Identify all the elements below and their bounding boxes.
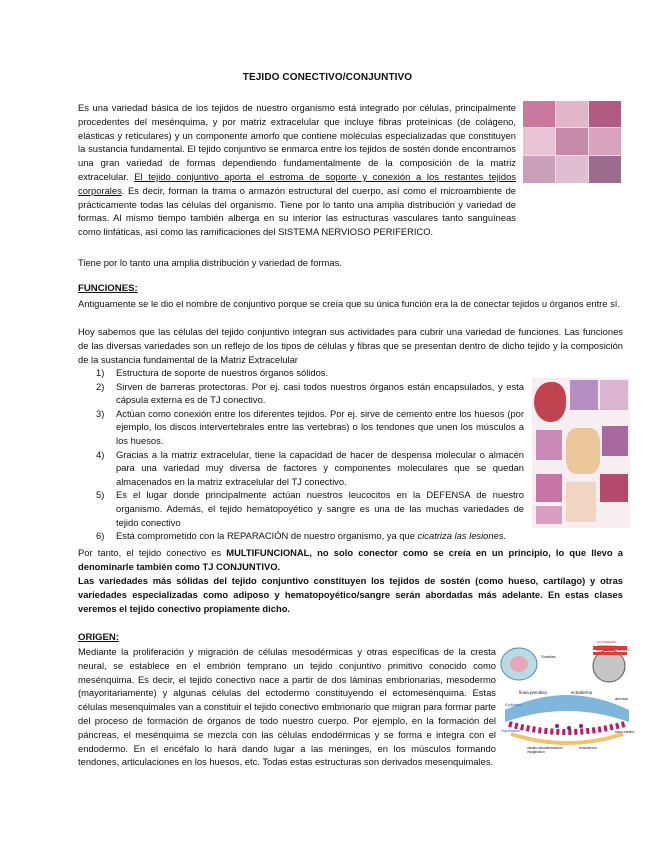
list-item: 2) Sirven de barreras protectoras. Por ej. casi todos nuestros órganos están encapsulados, y esta cápsula externa es de TJ conectivo. xyxy=(96,380,524,406)
list-item: 1) Estructura de soporte de nuestros órganos sólidos. xyxy=(96,367,329,378)
list-item: 3) Actúan como conexión entre los diferentes tejidos. Por ej. sirve de cemento entre los huesos (por ejemplo, los discos intervertebrales entre las vertebras) o los tendones que unen los músculos a los huesos. xyxy=(96,407,524,446)
tissue-collage-image xyxy=(532,378,630,528)
list-item: 6) Está comprometido con la REPARACIÓN de nuestro organismo, ya que cicatriza las lesiones. xyxy=(96,530,507,542)
funciones-paragraph-2: Hoy sabemos que las células del tejido conjuntivo integran sus actividades para cubrir una variedad de funciones. Las funciones de las diversas variedades son un reflejo de los tipos de células y fibras que se presentan dentro de dicho tejido y la composición de la sustancia fundamental de la Matriz Extracelular xyxy=(78,326,623,365)
page-title: TEJIDO CONECTIVO/CONJUNTIVO xyxy=(242,72,413,83)
intro-last-line: Tiene por lo tanto una amplia distribución y variedad de formas. xyxy=(78,257,342,268)
origen-paragraph: Mediante la proliferación y migración de células mesodérmicas y otras específicas de la cresta neural, se establece en el embrión temprano un tejido conjuntivo primitivo conocido como mesénquima. Es decir, el tejido conectivo nace a partir de dos láminas embrionarias, mesodermo (mayoritariamente) y algunas células del ectodermo constituyendo el ectomesénquima. Estas células mesenquimales van a constituir el tejido conectivo embrionario que migran para formar parte del proceso de formación de órganos de todo nuestro cuerpo. Por ejemplo, en la formación del páncreas, el mesénquima se mezcla con las células endodérmicas y se forma e integra con el endodermo. En el encéfalo lo hará dando lugar a las meninges, en los músculos formando tendones, articulaciones en los huesos, etc. Todas estas estructuras son derivados mesenquimales. xyxy=(78,646,496,768)
list-item: 4) Gracias a la matriz extracelular, tiene la capacidad de hacer de despensa molecular o almacén para una variedad muy diversa de factores y componentes moleculares que se quedan almacenados en la matriz extracelular del TJ conectivo. xyxy=(96,448,524,487)
funciones-list xyxy=(96,366,524,543)
funciones-bold-paragraph: Las variedades más sólidas del tejido conjuntivo constituyen los tejidos de sostén (como hueso, cartílago) y otras variedades especializadas como adiposo y hematopoyético/sangre serán abordadas más adelante. En estas clases veremos el tejido conectivo propiamente dicho. xyxy=(78,575,623,614)
funciones-paragraph-1: Antiguamente se le dio el nombre de conjuntivo porque se creía que su única función era la de conectar tejidos u órganos entre sí. xyxy=(78,298,621,309)
funciones-conclusion: Por tanto, el tejido conectivo es MULTIFUNCIONAL, no solo conector como se creía en un principio, lo que llevo a denominarle también como TJ CONJUNTIVO. xyxy=(78,547,623,572)
histology-mosaic-image xyxy=(523,101,621,183)
funciones-heading: FUNCIONES: xyxy=(78,283,138,294)
origen-heading: ORIGEN: xyxy=(78,632,120,643)
list-item: 5) Es el lugar donde principalmente actúan nuestros leucocitos en la DEFENSA de nuestro organismo. Además, el tejido hematopoyético y sangre es una de las muchas variedades de tejido conectivo xyxy=(96,489,524,528)
intro-underlined-sentence: El tejido conjuntivo aporta el estroma de soporte y conexión a los restantes tejidos corporales xyxy=(78,170,516,196)
embryo-diagram: ECTODERMO SUPERFICIAL ECTODERMO NEURAL Somitas línea primitiva ectodermo amnios Epiblasto Hipoblasto células mesodérmicas en invaginación endodermo saco vitelino xyxy=(497,640,635,760)
intro-paragraph: Es una variedad básica de los tejidos de nuestro organismo está integrado por células, principalmente procedentes del mesénquima, y por matriz extracelular que incluye fibras proteínicas (de colágeno, elásticas y reticulares) y un componente amorfo que contiene moléculas especializadas que constituyen la sustancia fundamental. El tejido conjuntivo se enmarca entre los tejidos de sostén donde encontramos una gran variedad de formas dependiendo fundamentalmente de la composición de la matriz extracelular. El tejido conjuntivo aporta el estroma de soporte y conexión a los restantes tejidos corporales. Es decir, forman la trama o armazón estructural del cuerpo, así como el microambiente de prácticamente todas las células del organismo. Tiene por lo tanto una amplia distribución y variedad de formas. Al mismo tiempo también alberga en su interior las estructuras vasculares tanto sanguíneas como linfáticas, así como las ramificaciones del SISTEMA NERVIOSO PERIFERICO. xyxy=(78,102,516,238)
